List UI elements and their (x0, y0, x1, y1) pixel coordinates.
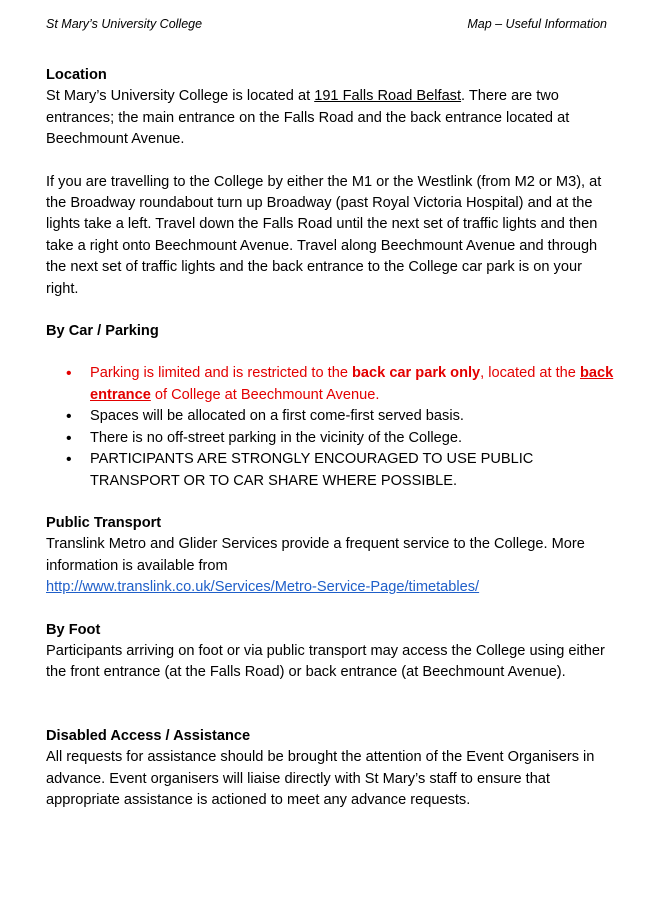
transport-text: Translink Metro and Glider Services provide a frequent service to the College. More information is available from (46, 536, 585, 574)
address-text: 191 Falls Road Belfast (314, 88, 462, 105)
location-text-before: St Mary’s University College is located at (46, 88, 315, 105)
header-right: Map – Useful Information (467, 17, 607, 31)
disabled-section (46, 726, 616, 812)
parking-bullet-restricted (46, 363, 616, 406)
bullet-text: of College at Beechmount Avenue. (150, 386, 380, 403)
document-body (46, 65, 616, 811)
location-paragraph-1 (46, 86, 616, 150)
header-left: St Mary’s University College (46, 17, 203, 31)
transport-heading: Public Transport (46, 514, 162, 531)
parking-list (46, 363, 616, 491)
back-entrance-text: back entrance (90, 365, 614, 403)
bullet-text: , located at the (480, 365, 580, 382)
parking-bullet-encourage: • PARTICIPANTS ARE STRONGLY ENCOURAGED TO USE PUBLIC TRANSPORT OR TO CAR SHARE WHERE POSSIBLE. (46, 449, 616, 492)
transport-section (46, 513, 616, 599)
parking-bullet-spaces: • Spaces will be allocated on a first come-first served basis. (46, 406, 616, 427)
location-section (46, 65, 616, 300)
bullet-text: Parking is limited and is restricted to the (90, 365, 352, 382)
location-paragraph-2: If you are travelling to the College by either the M1 or the Westlink (from M2 or M3), at the Broadway roundabout turn up Broadway (past Royal Victoria Hospital) and at the lights take a left. Travel down the Falls Road until the next set of traffic lights and then take a right onto Beechmount Avenue. Travel along Beechmount Avenue and through the next set of traffic lights and the back entrance to the College car park is on your right. (46, 173, 602, 297)
foot-section (46, 620, 616, 684)
parking-heading: By Car / Parking (46, 323, 159, 340)
disabled-heading: Disabled Access / Assistance (46, 727, 251, 744)
back-car-park-only-text: back car park only (352, 365, 481, 382)
location-heading: Location (46, 67, 107, 83)
location-text-after: . There are two entrances; the main entrance on the Falls Road and the back entrance located at Beechmount Avenue. (46, 88, 570, 148)
foot-text: Participants arriving on foot or via public transport may access the College using either the front entrance (at the Falls Road) or back entrance (at Beechmount Avenue). (46, 642, 605, 681)
disabled-text: All requests for assistance should be brought the attention of the Event Organisers in advance. Event organisers will liaise directly with St Mary’s staff to ensure that appropriate assistance is actioned to meet any advance requests. (46, 749, 595, 808)
parking-section (46, 321, 616, 492)
translink-link[interactable]: http://www.translink.co.uk/Services/Metro-Service-Page/timetables/ (46, 579, 480, 596)
foot-heading: By Foot (46, 621, 101, 638)
parking-bullet-offstreet: • There is no off-street parking in the vicinity of the College. (46, 428, 616, 449)
